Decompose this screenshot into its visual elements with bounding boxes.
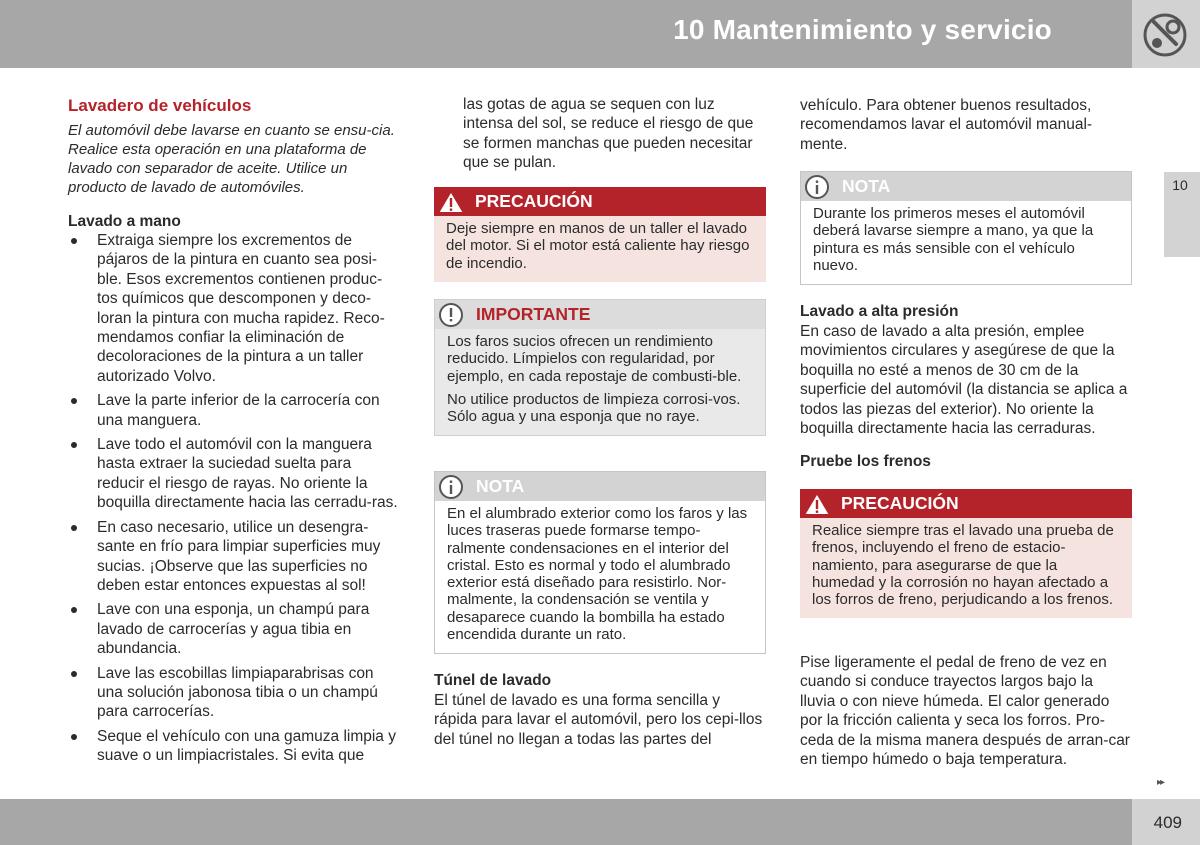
note-box-condensation [434,471,766,654]
chapter-title: 10 Mantenimiento y servicio [673,14,1052,45]
list-item: Lave con una esponja, un champú para lavado de carrocerías y agua tibia en abundancia. [68,600,398,658]
caution-box-brakes [800,489,1132,618]
page-number: 409 [1153,813,1182,832]
note-header [435,472,765,501]
important-body [435,329,765,435]
caution-label: PRECAUCIÓN [841,493,959,513]
section-title: Lavadero de vehículos [68,96,252,115]
warning-triangle-icon [802,491,832,517]
info-circle-icon [803,174,831,200]
list-item: Extraiga siempre los excrementos de pájaros de la pintura en cuanto sea posi-ble. Esos excrementos contienen produc-tos químicos que descomponen y deco-loran la pintura con mucha rapidez. Reco-mendamos confiar la eliminación de decoloraciones de la pintura a un taller autorizado Volvo. [68,231,398,386]
hand-wash-list [68,231,398,766]
list-item: Lave la parte inferior de la carrocería con una manguera. [68,391,398,430]
list-item: Lave todo el automóvil con la manguera hasta extraer la suciedad suelta para reducir el riesgo de rayas. No oriente la boquilla directamente hacia las cerradu-ras. [68,435,398,513]
caution-text: Realice siempre tras el lavado una prueba de frenos, incluyendo el freno de estacio-namiento, para asegurarse de que la humedad y la corrosión no hayan afectado a los forros de freno, perjudicando a los frenos. [812,522,1114,609]
important-header [435,300,765,329]
subheading-high-pressure: Lavado a alta presión [800,303,959,320]
note-text: Durante los primeros meses el automóvil deberá lavarse siempre a mano, ya que la pintura es más sensible con el vehículo nuevo. [813,205,1094,274]
exclamation-circle-icon [437,302,465,328]
page-number-box [1132,799,1200,845]
subheading-test-brakes: Pruebe los frenos [800,453,931,470]
car-wash-tunnel-text: El túnel de lavado es una forma sencilla y rápida para lavar el automóvil, pero los cepi-llos del túnel no llegan a todas las partes del [434,692,763,748]
info-circle-icon [437,474,465,500]
caution-header [800,489,1132,518]
continue-arrows: ▸▸ [1157,777,1164,788]
note-label: NOTA [476,476,525,496]
footer-bar [0,799,1132,845]
list-item: Lave las escobillas limpiaparabrisas con una solución jabonosa tibia o un champú para carrocerías. [68,664,398,722]
subheading-hand-wash: Lavado a mano [68,213,181,230]
chapter-side-tab [1164,172,1200,257]
chapter-tab-number: 10 [1172,177,1188,193]
continued-text: las gotas de agua se sequen con luz intensa del sol, se reduce el riesgo de que se formen manchas que pueden necesitar que se pulan. [463,96,754,172]
caution-header [434,187,766,216]
caution-text: Deje siempre en manos de un taller el lavado del motor. Si el motor está caliente hay riesgo de incendio. [446,220,750,272]
caution-box-engine [434,187,766,282]
caution-body [800,518,1132,618]
important-text-2: No utilice productos de limpieza corrosi-vos. Sólo agua y una esponja que no raye. [447,390,741,426]
note-box-new-car [800,171,1132,285]
important-text-1: Los faros sucios ofrecen un rendimiento reducido. Límpielos con regularidad, por ejemplo, en cada repostaje de combusti-ble. [447,333,742,385]
note-text: En el alumbrado exterior como los faros y las luces traseras puede formarse tempo-ralmente condensaciones en el interior del cristal. Esto es normal y todo el alumbrado exterior está diseñado para resistirlo. Nor-malmente, la condensación se ventila y desaparece cuando la bombilla ha estado encendida durante un rato. [447,505,748,644]
section-intro: El automóvil debe lavarse en cuanto se ensu-cia. Realice esta operación en una plataforma de lavado con separador de aceite. Utilice un producto de lavado de automóviles. [68,122,395,196]
high-pressure-text: En caso de lavado a alta presión, emplee movimientos circulares y asegúrese de que la boquilla no esté a menos de 30 cm de la superficie del automóvil (la distancia se aplica a todos las piezas del exterior). No oriente la boquilla directamente hacia las cerraduras. [800,323,1128,438]
list-item: Seque el vehículo con una gamuza limpia y suave o un limpiacristales. Si evita que [68,727,398,766]
important-box-headlights [434,299,766,436]
note-header [801,172,1131,201]
continued-text: vehículo. Para obtener buenos resultados, recomendamos lavar el automóvil manual-mente. [800,97,1093,153]
brake-advice-text: Pise ligeramente el pedal de freno de vez en cuando si conduce trayectos largos bajo la lluvia o con nieve húmeda. El calor generado por la fricción calienta y seca los forros. Pro-ceda de la misma manera después de arran-car en tiempo húmedo o baja temperatura. [800,654,1130,769]
important-label: IMPORTANTE [476,304,591,324]
list-item: En caso necesario, utilice un desengra-sante en frío para limpiar superficies muy sucias. ¡Observe que las superficies no deben estar entonces expuestas al sol! [68,518,398,596]
header-bar [0,0,1132,68]
subheading-car-wash-tunnel: Túnel de lavado [434,672,552,689]
note-body [801,201,1131,284]
note-label: NOTA [842,176,891,196]
caution-body [434,216,766,282]
note-body [435,501,765,653]
wrench-gear-icon [1142,12,1188,58]
chapter-icon-box [1132,0,1200,68]
warning-triangle-icon [436,189,466,215]
caution-label: PRECAUCIÓN [475,191,593,211]
